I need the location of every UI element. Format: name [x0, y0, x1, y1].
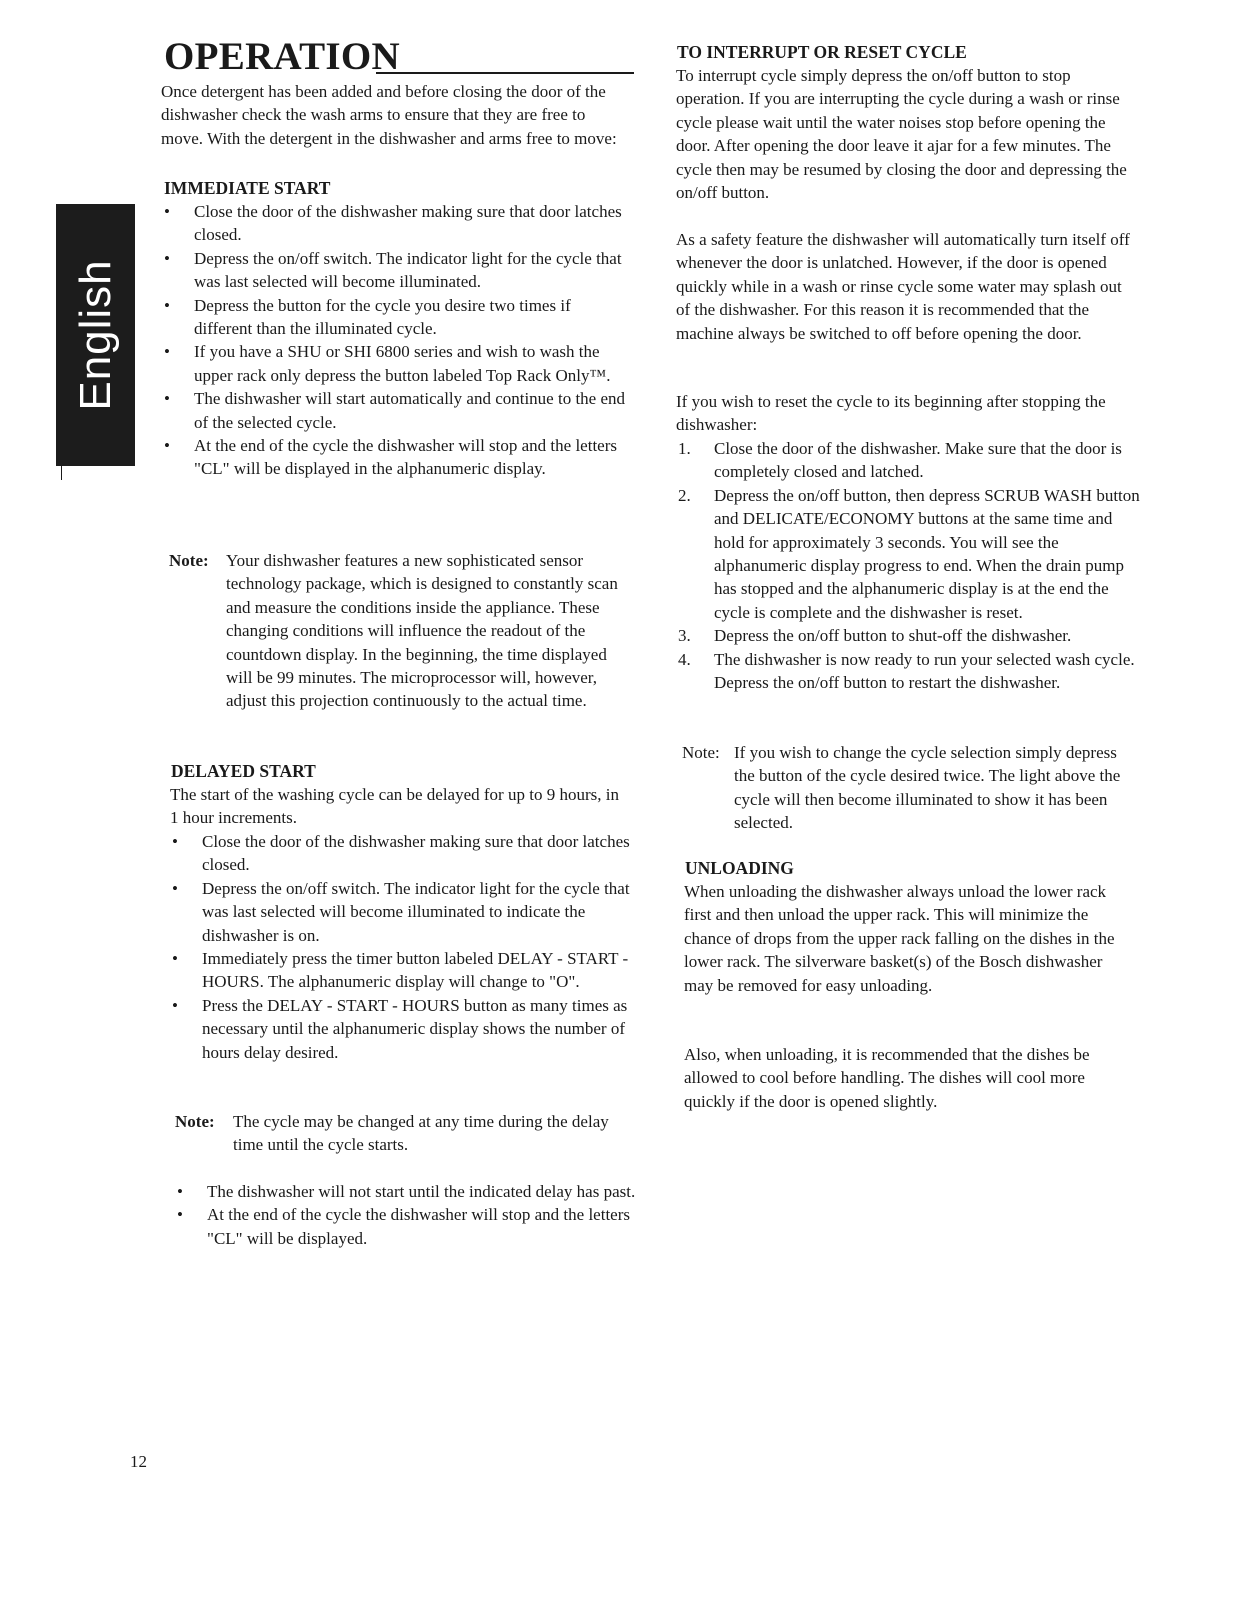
- reset-steps: [678, 437, 1140, 694]
- list-item: [678, 624, 1140, 647]
- delayed-start-heading: DELAYED START: [171, 761, 316, 781]
- final-list: [173, 1180, 639, 1250]
- interrupt-heading: TO INTERRUPT OR RESET CYCLE: [677, 42, 967, 62]
- intro-paragraph: Once detergent has been added and before closing the door of the dishwasher check the wash arms to ensure that they are free to move. With the detergent in the dishwasher and arms free to move:: [161, 82, 617, 148]
- list-item: [678, 484, 1140, 624]
- list-item: • At the end of the cycle the dishwasher will stop and the letters "CL" will be displayed.: [173, 1203, 639, 1250]
- sensor-note: [169, 549, 621, 713]
- list-item: [678, 648, 1140, 695]
- title-underline: [376, 72, 634, 74]
- note-text: If you wish to change the cycle selection simply depress the button of the cycle desired twice. The light above the cycle will then become illuminated to show it has been selected.: [734, 743, 1121, 833]
- tab-tick-mark: [61, 466, 62, 480]
- list-item: • At the end of the cycle the dishwasher will stop and the letters "CL" will be displayed in the alphanumeric display.: [160, 434, 626, 481]
- list-item: [678, 437, 1140, 484]
- delayed-start-intro: The start of the washing cycle can be delayed for up to 9 hours, in 1 hour increments.: [170, 785, 619, 828]
- unloading-paragraph: When unloading the dishwasher always unload the lower rack first and then unload the upper rack. This will minimize the chance of drops from the upper rack falling on the dishes in the lower rack. The silverware basket(s) of the Bosch dishwasher may be removed for easy unloading.: [684, 882, 1115, 995]
- note-text: The cycle may be changed at any time during the delay time until the cycle starts.: [233, 1112, 609, 1155]
- delay-note: [175, 1110, 625, 1157]
- immediate-start-heading: IMMEDIATE START: [164, 178, 331, 198]
- step-number: 3.: [678, 626, 691, 646]
- list-item: • If you have a SHU or SHI 6800 series and wish to wash the upper rack only depress the button labeled Top Rack Only™.: [160, 340, 626, 387]
- step-text: Close the door of the dishwasher. Make sure that the door is completely closed and latched.: [714, 439, 1122, 482]
- interrupt-paragraph: To interrupt cycle simply depress the on/off button to stop operation. If you are interrupting the cycle during a wash or rinse cycle please wait until the water noises stop before opening the door. After opening the door leave it ajar for a few minutes. The cycle then may be resumed by closing the door and depressing the on/off button.: [676, 66, 1127, 203]
- list-item: • Depress the button for the cycle you desire two times if different than the illuminated cycle.: [160, 294, 626, 341]
- list-item: • The dishwasher will not start until the indicated delay has past.: [173, 1180, 639, 1203]
- cooling-paragraph: Also, when unloading, it is recommended that the dishes be allowed to cool before handling. The dishes will cool more quickly if the door is opened slightly.: [684, 1045, 1090, 1111]
- list-item: • Press the DELAY - START - HOURS button as many times as necessary until the alphanumeric display shows the number of hours delay desired.: [168, 994, 634, 1064]
- list-item: • Depress the on/off switch. The indicator light for the cycle that was last selected will become illuminated to indicate the dishwasher is on.: [168, 877, 634, 947]
- page-number: 12: [130, 1452, 147, 1471]
- list-item: • Close the door of the dishwasher making sure that door latches closed.: [168, 830, 634, 877]
- page-title: OPERATION: [164, 35, 400, 78]
- reset-paragraph: If you wish to reset the cycle to its beginning after stopping the dishwasher:: [676, 392, 1106, 435]
- list-item: • Depress the on/off switch. The indicator light for the cycle that was last selected will become illuminated.: [160, 247, 626, 294]
- step-number: 4.: [678, 649, 691, 669]
- step-number: 1.: [678, 439, 691, 458]
- safety-paragraph: As a safety feature the dishwasher will automatically turn itself off whenever the door is unlatched. However, if the door is opened quickly while in a wash or rinse cycle some water may splash out of the dishwasher. For this reason it is recommended that the machine always be switched to off before opening the door.: [676, 230, 1130, 343]
- note-text: Your dishwasher features a new sophisticated sensor technology package, which is designed to constantly scan and measure the conditions inside the appliance. These changing conditions will influence the readout of the countdown display. In the beginning, the time displayed will be 99 minutes. The microprocessor will, however, adjust this projection continuously to the actual time.: [226, 551, 618, 711]
- list-item: • Close the door of the dishwasher making sure that door latches closed.: [160, 200, 626, 247]
- reset-note: [682, 741, 1134, 835]
- note-label: Note:: [175, 1112, 215, 1131]
- unloading-heading: UNLOADING: [685, 858, 794, 878]
- list-item: • Immediately press the timer button labeled DELAY - START - HOURS. The alphanumeric display will change to "O".: [168, 947, 634, 994]
- step-text: Depress the on/off button to shut-off the dishwasher.: [714, 626, 1072, 646]
- delayed-start-list: [168, 830, 634, 1064]
- step-text: Depress the on/off button, then depress SCRUB WASH button and DELICATE/ECONOMY buttons at the same time and hold for approximately 3 seconds. You will see the alphanumeric display progress to end. When the drain pump has stopped and the alphanumeric display is at the end the cycle is complete and the dishwasher is reset.: [714, 485, 1140, 622]
- language-tab: [56, 204, 135, 466]
- note-label: Note:: [169, 551, 209, 570]
- step-text: The dishwasher is now ready to run your selected wash cycle. Depress the on/off button to restart the dishwasher.: [714, 649, 1135, 693]
- step-number: 2.: [678, 485, 691, 505]
- list-item: • The dishwasher will start automatically and continue to the end of the selected cycle.: [160, 387, 626, 434]
- note-label: Note:: [682, 743, 720, 762]
- language-tab-label: English: [70, 259, 120, 411]
- immediate-start-list: [160, 200, 626, 481]
